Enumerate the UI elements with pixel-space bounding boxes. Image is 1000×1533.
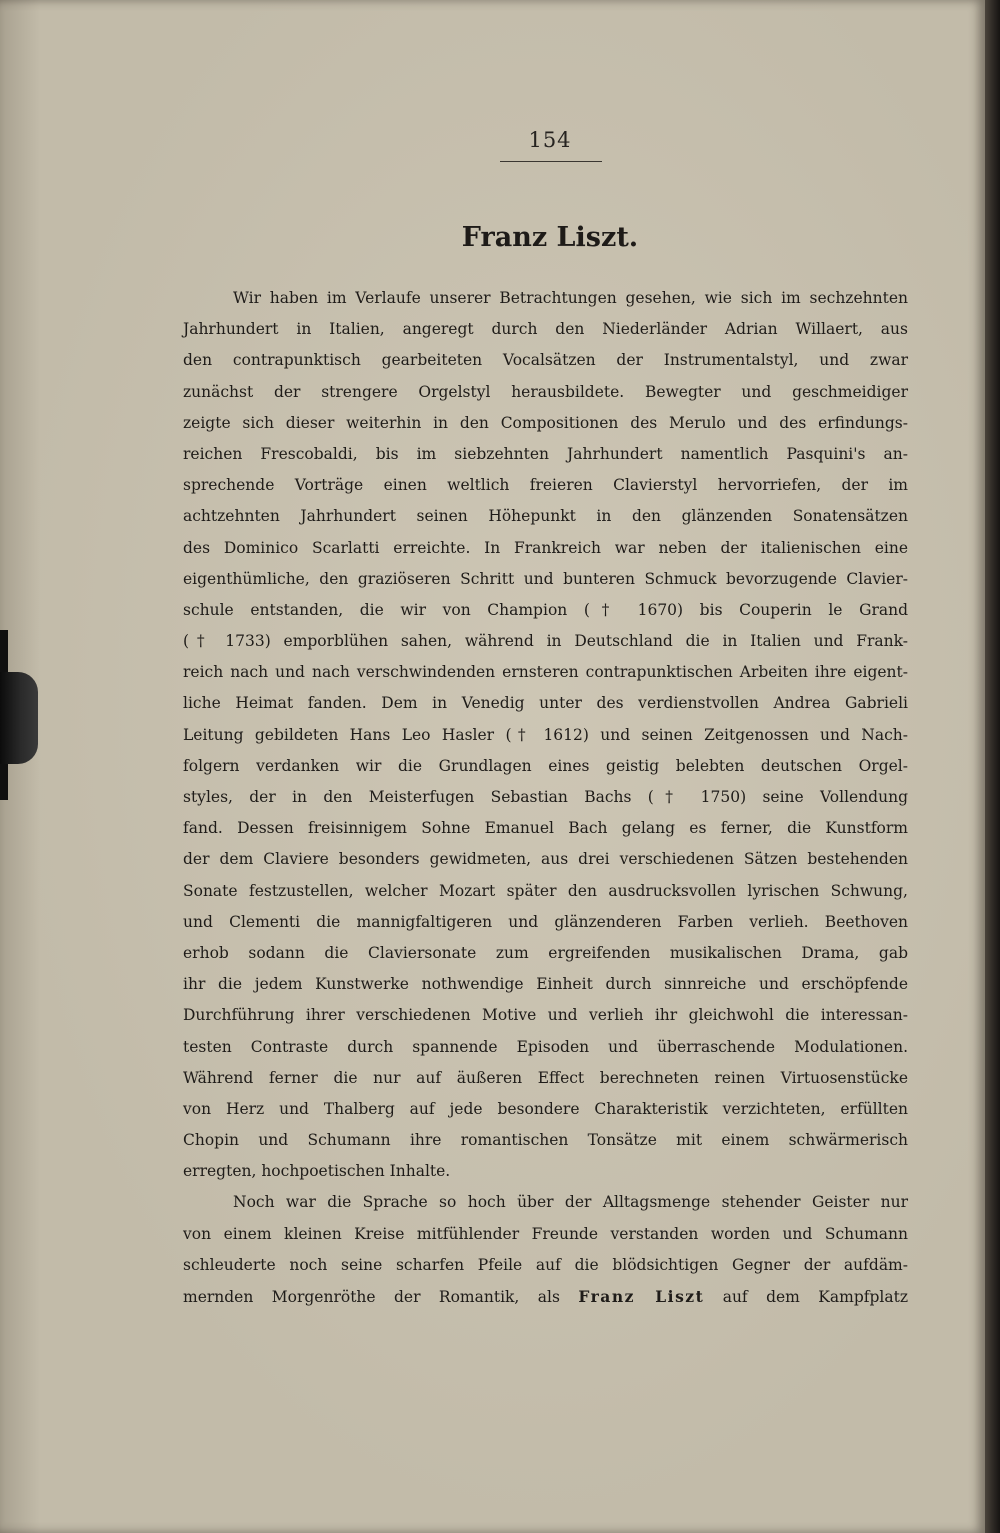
page-number-rule	[500, 161, 602, 162]
text-line: schleuderte noch seine scharfen Pfeile auf die blödsichtigen Gegner der aufdäm-	[183, 1255, 908, 1274]
text-line: eigenthümliche, den graziöseren Schritt und bunteren Schmuck bevorzugende Clavier-	[183, 569, 908, 588]
text-line: Wir haben im Verlaufe unserer Betrachtungen gesehen, wie sich im sechzehnten	[233, 289, 908, 307]
text-line: reichen Frescobaldi, bis im siebzehnten Jahrhundert namentlich Pasquini's an-	[183, 444, 908, 463]
text-line: erregten, hochpoetischen Inhalte.	[183, 1162, 451, 1181]
text-line: folgern verdanken wir die Grundlagen eines geistig belebten deutschen Orgel-	[183, 756, 908, 775]
text-line: testen Contraste durch spannende Episoden und überraschende Modulationen.	[183, 1037, 908, 1056]
emphasized-name: Franz Liszt	[578, 1287, 705, 1306]
page-number: 154	[528, 128, 572, 152]
text-line: der dem Claviere besonders gewidmeten, aus drei verschiedenen Sätzen bestehenden	[183, 850, 908, 869]
text-line: den contrapunktisch gearbeiteten Vocalsätzen der Instrumentalstyl, und zwar	[183, 351, 908, 370]
line-text-before: mernden Morgenröthe der Romantik, als	[183, 1288, 560, 1306]
text-line: von einem kleinen Kreise mitfühlender Freunde verstanden worden und Schumann	[183, 1224, 908, 1243]
text-line: sprechende Vorträge einen weltlich freieren Clavierstyl hervorriefen, der im	[183, 476, 908, 495]
text-line: Noch war die Sprache so hoch über der Alltagsmenge stehender Geister nur	[233, 1193, 908, 1212]
text-line: Während ferner die nur auf äußeren Effect berechneten reinen Virtuosenstücke	[183, 1068, 908, 1087]
ribbon-bookmark	[0, 672, 38, 764]
text-line: von Herz und Thalberg auf jede besondere Charakteristik verzichteten, erfüllten	[183, 1099, 908, 1118]
line-text-after: auf dem Kampfplatz	[722, 1288, 908, 1306]
text-line: liche Heimat fanden. Dem in Venedig unter des verdienstvollen Andrea Gabrieli	[183, 694, 908, 713]
text-line: zunächst der strengere Orgelstyl herausbildete. Bewegter und geschmeidiger	[183, 382, 908, 401]
text-line: Sonate festzustellen, welcher Mozart später den ausdrucksvollen lyrischen Schwung,	[183, 881, 908, 900]
text-line: ihr die jedem Kunstwerke nothwendige Einheit durch sinnreiche und erschöpfende	[183, 975, 908, 994]
text-line: styles, der in den Meisterfugen Sebastian Bachs († 1750) seine Vollendung	[183, 788, 908, 806]
chapter-title: Franz Liszt.	[461, 222, 639, 253]
paragraph-1	[183, 283, 908, 1187]
text-line: erhob sodann die Claviersonate zum ergreifenden musikalischen Drama, gab	[183, 943, 908, 962]
text-line: fand. Dessen freisinnigem Sohne Emanuel Bach gelang es ferner, die Kunstform	[183, 819, 908, 838]
text-line: des Dominico Scarlatti erreichte. In Frankreich war neben der italienischen eine	[183, 538, 908, 557]
text-line: und Clementi die mannigfaltigeren und glänzenderen Farben verlieh. Beethoven	[183, 912, 908, 931]
text-line: Leitung gebildeten Hans Leo Hasler († 1612) und seinen Zeitgenossen und Nach-	[183, 725, 908, 744]
text-line: reich nach und nach verschwindenden ernsteren contrapunktischen Arbeiten ihre eigent-	[183, 663, 908, 682]
text-line: († 1733) emporblühen sahen, während in Deutschland die in Italien und Frank-	[183, 632, 908, 651]
body-text	[183, 283, 908, 1312]
text-line: Jahrhundert in Italien, angeregt durch den Niederländer Adrian Willaert, aus	[183, 320, 908, 339]
text-line: zeigte sich dieser weiterhin in den Compositionen des Merulo und des erfindungs-	[183, 413, 908, 432]
paragraph-2	[183, 1187, 908, 1312]
book-gutter-edge	[985, 0, 1000, 1533]
text-line: Chopin und Schumann ihre romantischen Tonsätze mit einem schwärmerisch	[183, 1131, 908, 1150]
text-line: achtzehnten Jahrhundert seinen Höhepunkt in den glänzenden Sonatensätzen	[183, 507, 908, 526]
text-line-with-name	[183, 1281, 908, 1312]
text-line: Durchführung ihrer verschiedenen Motive und verlieh ihr gleichwohl die interessan-	[183, 1006, 908, 1025]
text-line: schule entstanden, die wir von Champion († 1670) bis Couperin le Grand	[183, 600, 908, 619]
